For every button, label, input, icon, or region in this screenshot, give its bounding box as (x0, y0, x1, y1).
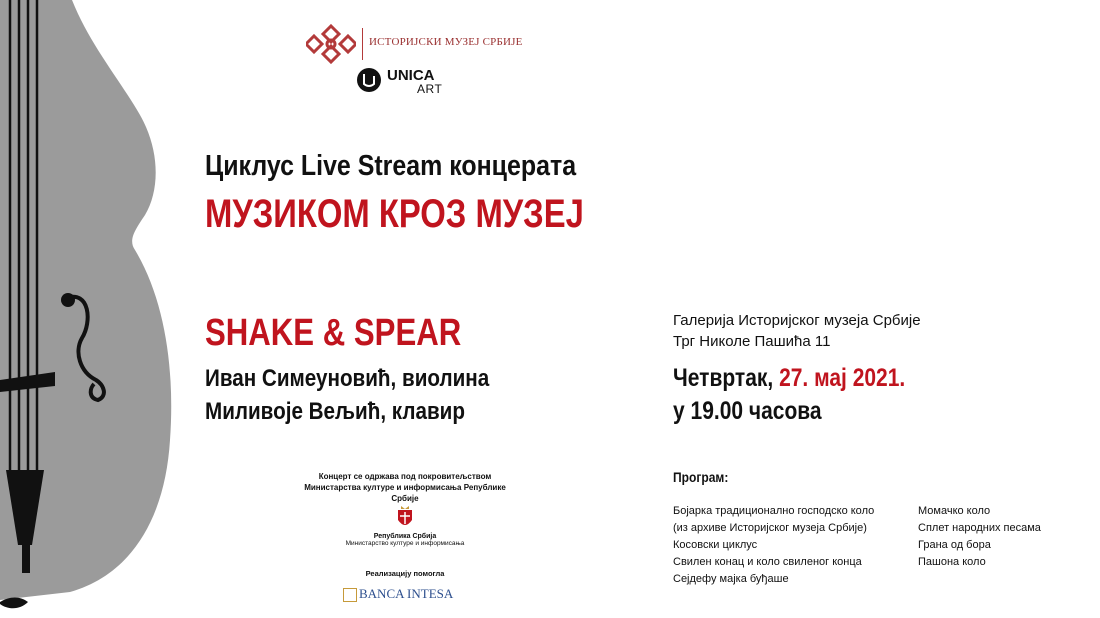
patronage-line-1: Концерт се одржава под покровитељством (318, 472, 492, 481)
band-name: SHAKE & SPEAR (205, 312, 462, 354)
unica-art-logo (357, 68, 457, 98)
serbia-name: Република Србија (373, 533, 437, 540)
cello-illustration (0, 0, 175, 618)
banca-intesa-logo (343, 586, 463, 604)
museum-emblem-icon (306, 22, 356, 66)
program-list-1 (673, 503, 874, 588)
museum-logo (306, 22, 523, 66)
serbia-ministry-logo (335, 505, 475, 547)
bank-logo-icon (343, 588, 357, 602)
museum-logo-divider (362, 28, 363, 60)
event-day: Четвртак, (673, 364, 774, 392)
program-item: Грана од бора (918, 539, 991, 551)
realization-note: Реализацију помогла (365, 569, 445, 578)
program-item: Пашона коло (918, 556, 986, 568)
patronage-line-2: Министарства културе и информисања Републике Србије (304, 483, 506, 503)
program-list-2 (918, 503, 1041, 571)
unica-name: UNICA (387, 67, 435, 84)
bank-name: BANCA INTESA (359, 586, 454, 601)
program-item: Свилен конац и коло свиленог конца (673, 556, 862, 568)
program-item: Сплет народних песама (918, 522, 1041, 534)
event-date-value: 27. мај 2021. (779, 364, 906, 392)
event-date (673, 364, 905, 393)
museum-name: ИСТОРИЈСКИ МУЗЕЈ СРБИЈЕ (369, 36, 523, 48)
program-item: Бојарка традиционално господско коло (673, 505, 875, 517)
program-heading: Програм: (673, 469, 729, 485)
program-item: (из архиве Историјског музеја Србије) (673, 522, 867, 534)
program-item: Момачко коло (918, 505, 991, 517)
program-item: Косовски циклус (673, 539, 758, 551)
cycle-title: Циклус Live Stream концерата (205, 150, 577, 182)
performer-2: Миливоје Вељић, клавир (205, 398, 465, 425)
event-time: у 19.00 часова (673, 397, 822, 425)
venue-line-2: Трг Николе Пашића 11 (673, 333, 831, 350)
venue-line-1: Галерија Историјског музеја Србије (673, 312, 921, 329)
performer-1: Иван Симеуновић, виолина (205, 365, 490, 392)
unica-logo-icon (357, 68, 381, 92)
serbia-ministry: Министарство културе и информисања (345, 540, 465, 547)
serbia-coat-of-arms-icon (395, 505, 415, 531)
unica-sub: ART (417, 82, 443, 96)
main-title: МУЗИКОМ КРОЗ МУЗЕЈ (205, 192, 584, 236)
patronage-note (290, 471, 520, 504)
program-item: Сејдефу мајка буђаше (673, 573, 789, 585)
